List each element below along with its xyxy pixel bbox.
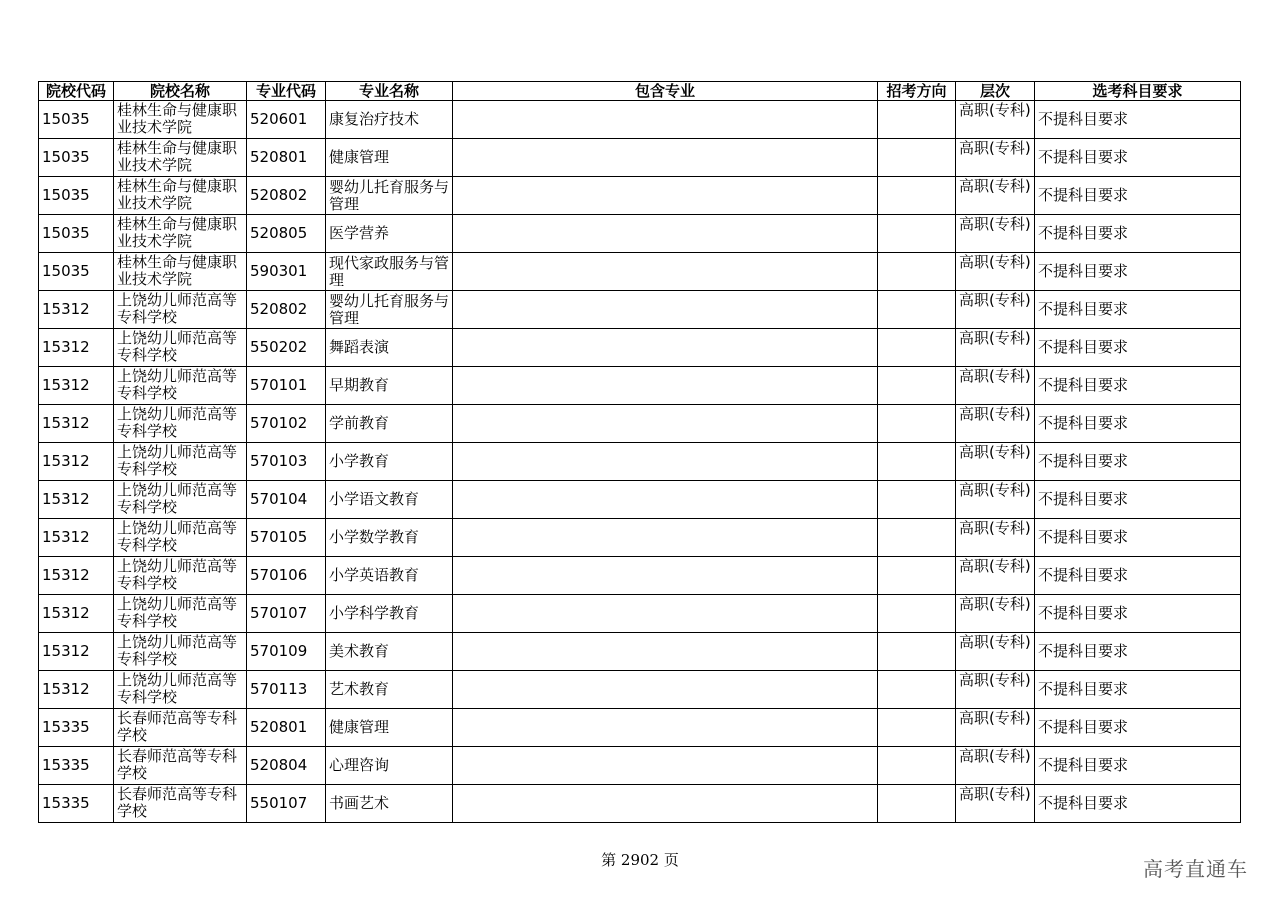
direction-cell (878, 329, 956, 367)
level-cell: 高职(专科) (956, 177, 1035, 215)
major-code-cell: 570103 (247, 443, 326, 481)
school-code-cell: 15312 (39, 595, 114, 633)
direction-cell (878, 595, 956, 633)
direction-cell (878, 101, 956, 139)
table-row (39, 405, 1241, 443)
included-majors-cell (453, 481, 878, 519)
major-name-cell: 舞蹈表演 (326, 329, 453, 367)
major-name-cell: 书画艺术 (326, 785, 453, 823)
included-majors-cell (453, 253, 878, 291)
level-cell: 高职(专科) (956, 367, 1035, 405)
subject-requirement-cell: 不提科目要求 (1035, 367, 1241, 405)
school-name-cell: 上饶幼儿师范高等专科学校 (114, 481, 247, 519)
major-name-cell: 学前教育 (326, 405, 453, 443)
major-code-cell: 570109 (247, 633, 326, 671)
major-code-cell: 570113 (247, 671, 326, 709)
table-row (39, 291, 1241, 329)
included-majors-cell (453, 291, 878, 329)
school-name-cell: 长春师范高等专科学校 (114, 709, 247, 747)
included-majors-cell (453, 557, 878, 595)
school-code-cell: 15312 (39, 481, 114, 519)
direction-cell (878, 253, 956, 291)
included-majors-cell (453, 785, 878, 823)
table-row (39, 747, 1241, 785)
subject-requirement-cell: 不提科目要求 (1035, 177, 1241, 215)
major-name-cell: 小学教育 (326, 443, 453, 481)
included-majors-cell (453, 519, 878, 557)
school-code-cell: 15312 (39, 405, 114, 443)
included-majors-cell (453, 671, 878, 709)
direction-cell (878, 671, 956, 709)
major-name-cell: 健康管理 (326, 709, 453, 747)
subject-requirement-cell: 不提科目要求 (1035, 215, 1241, 253)
direction-cell (878, 215, 956, 253)
major-code-cell: 520802 (247, 177, 326, 215)
subject-requirement-cell: 不提科目要求 (1035, 747, 1241, 785)
direction-cell (878, 519, 956, 557)
school-name-cell: 长春师范高等专科学校 (114, 785, 247, 823)
school-name-cell: 上饶幼儿师范高等专科学校 (114, 557, 247, 595)
level-cell: 高职(专科) (956, 709, 1035, 747)
major-code-cell: 570105 (247, 519, 326, 557)
major-name-cell: 康复治疗技术 (326, 101, 453, 139)
major-name-cell: 美术教育 (326, 633, 453, 671)
level-cell: 高职(专科) (956, 139, 1035, 177)
school-name-cell: 桂林生命与健康职业技术学院 (114, 177, 247, 215)
table-row (39, 367, 1241, 405)
school-code-cell: 15335 (39, 785, 114, 823)
subject-requirement-cell: 不提科目要求 (1035, 443, 1241, 481)
level-cell: 高职(专科) (956, 291, 1035, 329)
subject-requirement-cell: 不提科目要求 (1035, 671, 1241, 709)
table-row (39, 785, 1241, 823)
major-code-cell: 590301 (247, 253, 326, 291)
header-included-majors: 包含专业 (453, 82, 878, 101)
header-subject-requirement: 选考科目要求 (1035, 82, 1241, 101)
level-cell: 高职(专科) (956, 557, 1035, 595)
level-cell: 高职(专科) (956, 215, 1035, 253)
included-majors-cell (453, 595, 878, 633)
level-cell: 高职(专科) (956, 329, 1035, 367)
direction-cell (878, 177, 956, 215)
school-code-cell: 15035 (39, 139, 114, 177)
header-major-code: 专业代码 (247, 82, 326, 101)
school-code-cell: 15035 (39, 177, 114, 215)
school-name-cell: 长春师范高等专科学校 (114, 747, 247, 785)
major-code-cell: 550107 (247, 785, 326, 823)
table-row (39, 481, 1241, 519)
school-name-cell: 上饶幼儿师范高等专科学校 (114, 595, 247, 633)
school-name-cell: 桂林生命与健康职业技术学院 (114, 215, 247, 253)
subject-requirement-cell: 不提科目要求 (1035, 709, 1241, 747)
school-code-cell: 15335 (39, 709, 114, 747)
school-code-cell: 15312 (39, 443, 114, 481)
subject-requirement-cell: 不提科目要求 (1035, 329, 1241, 367)
subject-requirement-cell: 不提科目要求 (1035, 785, 1241, 823)
included-majors-cell (453, 709, 878, 747)
direction-cell (878, 291, 956, 329)
major-name-cell: 医学营养 (326, 215, 453, 253)
included-majors-cell (453, 101, 878, 139)
major-code-cell: 520804 (247, 747, 326, 785)
included-majors-cell (453, 633, 878, 671)
school-name-cell: 桂林生命与健康职业技术学院 (114, 253, 247, 291)
school-code-cell: 15312 (39, 291, 114, 329)
level-cell: 高职(专科) (956, 405, 1035, 443)
major-code-cell: 520801 (247, 709, 326, 747)
school-code-cell: 15312 (39, 519, 114, 557)
direction-cell (878, 709, 956, 747)
level-cell: 高职(专科) (956, 747, 1035, 785)
school-name-cell: 上饶幼儿师范高等专科学校 (114, 329, 247, 367)
school-name-cell: 上饶幼儿师范高等专科学校 (114, 519, 247, 557)
header-level: 层次 (956, 82, 1035, 101)
major-name-cell: 心理咨询 (326, 747, 453, 785)
subject-requirement-cell: 不提科目要求 (1035, 557, 1241, 595)
major-name-cell: 婴幼儿托育服务与管理 (326, 291, 453, 329)
watermark-text: 高考直通车 (1143, 857, 1248, 881)
header-direction: 招考方向 (878, 82, 956, 101)
table-row (39, 595, 1241, 633)
subject-requirement-cell: 不提科目要求 (1035, 519, 1241, 557)
school-name-cell: 上饶幼儿师范高等专科学校 (114, 671, 247, 709)
direction-cell (878, 481, 956, 519)
level-cell: 高职(专科) (956, 785, 1035, 823)
included-majors-cell (453, 329, 878, 367)
table-row (39, 557, 1241, 595)
header-school-code: 院校代码 (39, 82, 114, 101)
table-row (39, 139, 1241, 177)
major-code-cell: 570102 (247, 405, 326, 443)
school-code-cell: 15312 (39, 367, 114, 405)
major-name-cell: 健康管理 (326, 139, 453, 177)
school-name-cell: 上饶幼儿师范高等专科学校 (114, 367, 247, 405)
table-row (39, 709, 1241, 747)
subject-requirement-cell: 不提科目要求 (1035, 633, 1241, 671)
major-code-cell: 520805 (247, 215, 326, 253)
table-row (39, 329, 1241, 367)
included-majors-cell (453, 747, 878, 785)
level-cell: 高职(专科) (956, 443, 1035, 481)
included-majors-cell (453, 215, 878, 253)
level-cell: 高职(专科) (956, 481, 1035, 519)
table-row (39, 253, 1241, 291)
direction-cell (878, 557, 956, 595)
included-majors-cell (453, 405, 878, 443)
major-name-cell: 婴幼儿托育服务与管理 (326, 177, 453, 215)
school-code-cell: 15312 (39, 557, 114, 595)
school-name-cell: 上饶幼儿师范高等专科学校 (114, 291, 247, 329)
level-cell: 高职(专科) (956, 595, 1035, 633)
subject-requirement-cell: 不提科目要求 (1035, 405, 1241, 443)
level-cell: 高职(专科) (956, 519, 1035, 557)
included-majors-cell (453, 139, 878, 177)
major-code-cell: 550202 (247, 329, 326, 367)
major-name-cell: 早期教育 (326, 367, 453, 405)
table-row (39, 671, 1241, 709)
table-row (39, 443, 1241, 481)
major-name-cell: 小学英语教育 (326, 557, 453, 595)
school-code-cell: 15035 (39, 215, 114, 253)
school-code-cell: 15035 (39, 101, 114, 139)
major-code-cell: 570104 (247, 481, 326, 519)
subject-requirement-cell: 不提科目要求 (1035, 253, 1241, 291)
school-name-cell: 桂林生命与健康职业技术学院 (114, 101, 247, 139)
school-name-cell: 桂林生命与健康职业技术学院 (114, 139, 247, 177)
table-row (39, 101, 1241, 139)
subject-requirement-cell: 不提科目要求 (1035, 291, 1241, 329)
major-code-cell: 570107 (247, 595, 326, 633)
admission-table (38, 81, 1241, 823)
school-code-cell: 15035 (39, 253, 114, 291)
major-name-cell: 小学语文教育 (326, 481, 453, 519)
direction-cell (878, 633, 956, 671)
subject-requirement-cell: 不提科目要求 (1035, 101, 1241, 139)
subject-requirement-cell: 不提科目要求 (1035, 139, 1241, 177)
direction-cell (878, 747, 956, 785)
major-code-cell: 520801 (247, 139, 326, 177)
level-cell: 高职(专科) (956, 633, 1035, 671)
included-majors-cell (453, 367, 878, 405)
level-cell: 高职(专科) (956, 671, 1035, 709)
major-name-cell: 小学科学教育 (326, 595, 453, 633)
school-code-cell: 15335 (39, 747, 114, 785)
table-row (39, 519, 1241, 557)
major-name-cell: 现代家政服务与管理 (326, 253, 453, 291)
header-school-name: 院校名称 (114, 82, 247, 101)
school-code-cell: 15312 (39, 671, 114, 709)
major-code-cell: 570101 (247, 367, 326, 405)
included-majors-cell (453, 443, 878, 481)
header-major-name: 专业名称 (326, 82, 453, 101)
school-code-cell: 15312 (39, 633, 114, 671)
table-row (39, 177, 1241, 215)
table-row (39, 215, 1241, 253)
direction-cell (878, 139, 956, 177)
major-code-cell: 520601 (247, 101, 326, 139)
school-name-cell: 上饶幼儿师范高等专科学校 (114, 405, 247, 443)
direction-cell (878, 405, 956, 443)
major-code-cell: 520802 (247, 291, 326, 329)
level-cell: 高职(专科) (956, 101, 1035, 139)
subject-requirement-cell: 不提科目要求 (1035, 481, 1241, 519)
major-code-cell: 570106 (247, 557, 326, 595)
school-name-cell: 上饶幼儿师范高等专科学校 (114, 443, 247, 481)
direction-cell (878, 785, 956, 823)
subject-requirement-cell: 不提科目要求 (1035, 595, 1241, 633)
included-majors-cell (453, 177, 878, 215)
school-name-cell: 上饶幼儿师范高等专科学校 (114, 633, 247, 671)
table-row (39, 633, 1241, 671)
direction-cell (878, 367, 956, 405)
school-code-cell: 15312 (39, 329, 114, 367)
direction-cell (878, 443, 956, 481)
table-header-row (39, 82, 1241, 101)
major-name-cell: 小学数学教育 (326, 519, 453, 557)
major-name-cell: 艺术教育 (326, 671, 453, 709)
page-number: 第 2902 页 (601, 851, 679, 869)
level-cell: 高职(专科) (956, 253, 1035, 291)
